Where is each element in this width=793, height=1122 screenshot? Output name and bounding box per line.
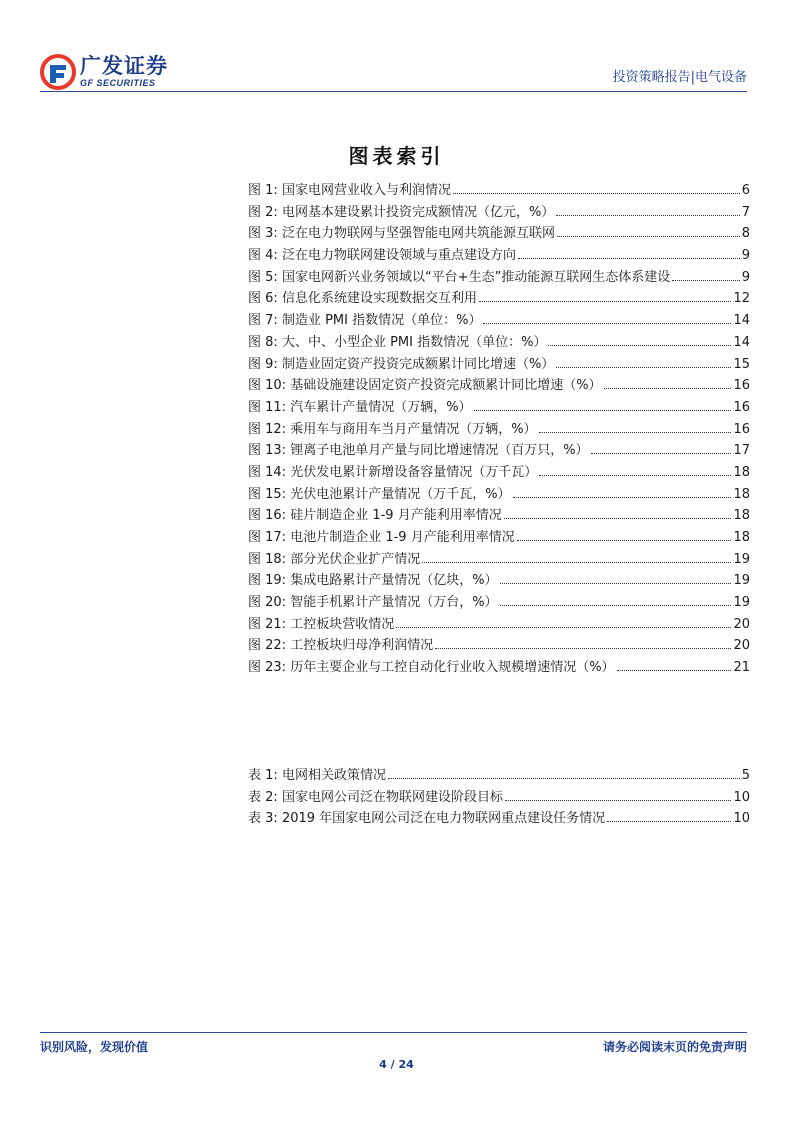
footer-divider [40, 1032, 747, 1033]
dot-leader [474, 410, 732, 411]
entry-label: 图 21: [248, 616, 287, 632]
figure-index-list [248, 180, 750, 679]
figure-index-entry[interactable] [248, 527, 750, 549]
entry-title: 2019 年国家电网公司泛在电力物联网重点建设任务情况 [281, 811, 606, 827]
entry-label: 图 16: [248, 508, 287, 524]
report-category: 投资策略报告|电气设备 [612, 70, 747, 85]
dot-leader [500, 605, 732, 606]
entry-page-number: 21 [733, 660, 750, 676]
figure-index-entry[interactable] [248, 484, 750, 506]
table-index-entry[interactable] [248, 765, 750, 787]
header-divider [40, 91, 747, 92]
figure-index-entry[interactable] [248, 202, 750, 224]
dot-leader [607, 821, 731, 822]
entry-title: 光伏发电累计新增设备容量情况（万千瓦） [290, 464, 538, 480]
entry-page-number: 17 [733, 443, 750, 459]
entry-page-number: 7 [741, 204, 750, 220]
entry-label: 表 2: [248, 789, 278, 805]
entry-title: 电池片制造企业 1-9 月产能利用率情况 [290, 530, 515, 545]
dot-leader [591, 453, 732, 454]
figure-index-entry[interactable] [248, 180, 750, 202]
entry-page-number: 10 [733, 789, 750, 805]
figure-index-entry[interactable] [248, 267, 750, 289]
entry-page-number: 6 [741, 183, 750, 198]
dot-leader [500, 583, 732, 584]
figure-index-entry[interactable] [248, 462, 750, 484]
entry-label: 图 23: [248, 660, 287, 676]
company-logo [40, 54, 170, 92]
entry-title: 光伏电池累计产量情况（万千瓦，%） [290, 486, 511, 502]
dot-leader [539, 475, 731, 476]
entry-title: 工控板块营收情况 [290, 616, 395, 632]
entry-label: 图 17: [248, 530, 287, 545]
entry-title: 泛在电力物联网建设领域与重点建设方向 [281, 248, 516, 264]
figure-index-entry[interactable] [248, 397, 750, 419]
entry-label: 图 2: [248, 204, 278, 220]
entry-label: 表 1: [248, 768, 278, 783]
figure-index-entry[interactable] [248, 657, 750, 679]
dot-leader [479, 301, 732, 302]
dot-leader [604, 388, 732, 389]
page-title: 图表索引 [348, 144, 445, 168]
entry-page-number: 16 [733, 378, 750, 394]
entry-title: 制造业固定资产投资完成额累计同比增速（%） [281, 356, 555, 372]
entry-page-number: 18 [733, 530, 750, 545]
gf-logo-icon [40, 54, 76, 90]
entry-page-number: 20 [733, 616, 750, 632]
entry-label: 图 22: [248, 638, 287, 654]
entry-label: 图 5: [248, 269, 278, 285]
entry-title: 基础设施建设固定资产投资完成额累计同比增速（%） [290, 378, 602, 394]
entry-title: 大、中、小型企业 PMI 指数情况（单位：%） [281, 334, 547, 350]
entry-page-number: 9 [741, 269, 750, 285]
entry-label: 图 10: [248, 378, 287, 394]
figure-index-entry[interactable] [248, 354, 750, 376]
dot-leader [505, 800, 732, 801]
entry-label: 图 8: [248, 334, 278, 350]
entry-title: 乘用车与商用车当月产量情况（万辆，%） [290, 421, 537, 437]
entry-page-number: 8 [741, 226, 750, 242]
entry-title: 国家电网营业收入与利润情况 [281, 183, 451, 198]
entry-title: 汽车累计产量情况（万辆，%） [290, 399, 472, 415]
entry-label: 图 3: [248, 226, 278, 242]
entry-page-number: 18 [733, 464, 750, 480]
entry-title: 锂离子电池单月产量与同比增速情况（百万只，%） [290, 443, 589, 459]
entry-label: 图 12: [248, 421, 287, 437]
entry-title: 部分光伏企业扩产情况 [290, 551, 421, 567]
entry-title: 历年主要企业与工控自动化行业收入规模增速情况（%） [290, 660, 615, 676]
entry-label: 图 9: [248, 356, 278, 372]
entry-title: 电网基本建设累计投资完成额情况（亿元，%） [281, 204, 555, 220]
entry-label: 图 15: [248, 486, 287, 502]
entry-title: 国家电网新兴业务领域以“平台+生态”推动能源互联网生态体系建设 [281, 269, 671, 285]
table-index-list [248, 765, 750, 830]
dot-leader [556, 215, 739, 216]
entry-page-number: 18 [733, 508, 750, 524]
entry-title: 制造业 PMI 指数情况（单位：%） [281, 313, 482, 329]
dot-leader [518, 258, 740, 259]
page-number: 4 / 24 [379, 1058, 414, 1071]
entry-title: 智能手机累计产量情况（万台，%） [290, 595, 498, 611]
dot-leader [396, 627, 731, 628]
figure-index-entry[interactable] [248, 223, 750, 245]
entry-page-number: 14 [733, 313, 750, 329]
entry-label: 表 3: [248, 811, 278, 827]
entry-title: 电网相关政策情况 [281, 768, 386, 783]
figure-index-entry[interactable] [248, 375, 750, 397]
entry-page-number: 12 [733, 291, 750, 307]
entry-label: 图 6: [248, 291, 278, 307]
entry-label: 图 13: [248, 443, 287, 459]
footer-disclaimer-link[interactable]: 请务必阅读末页的免责声明 [602, 1040, 747, 1054]
dot-leader [548, 345, 731, 346]
figure-index-entry[interactable] [248, 592, 750, 614]
entry-title: 集成电路累计产量情况（亿块，%） [290, 573, 498, 589]
entry-title: 国家电网公司泛在物联网建设阶段目标 [281, 789, 503, 805]
logo-chinese-name: 广发证券 [80, 54, 168, 78]
entry-title: 泛在电力物联网与坚强智能电网共筑能源互联网 [281, 226, 555, 242]
dot-leader [483, 323, 731, 324]
dot-leader [672, 280, 739, 281]
entry-page-number: 15 [733, 356, 750, 372]
entry-page-number: 19 [733, 573, 750, 589]
figure-index-entry[interactable] [248, 419, 750, 441]
figure-index-entry[interactable] [248, 245, 750, 267]
figure-index-entry[interactable] [248, 635, 750, 657]
logo-english-name: GF SECURITIES [80, 78, 156, 88]
entry-title: 工控板块归母净利润情况 [290, 638, 434, 654]
entry-label: 图 20: [248, 595, 287, 611]
entry-page-number: 20 [733, 638, 750, 654]
dot-leader [453, 193, 740, 194]
entry-page-number: 16 [733, 399, 750, 415]
dot-leader [556, 367, 731, 368]
figure-index-entry[interactable] [248, 440, 750, 462]
entry-label: 图 18: [248, 551, 287, 567]
figure-index-entry[interactable] [248, 614, 750, 636]
entry-label: 图 11: [248, 399, 287, 415]
entry-label: 图 7: [248, 313, 278, 329]
entry-page-number: 9 [741, 248, 750, 264]
figure-index-entry[interactable] [248, 332, 750, 354]
figure-index-entry[interactable] [248, 288, 750, 310]
dot-leader [517, 540, 732, 541]
dot-leader [435, 648, 731, 649]
entry-page-number: 18 [733, 486, 750, 502]
entry-label: 图 14: [248, 464, 287, 480]
dot-leader [617, 670, 732, 671]
entry-page-number: 5 [741, 768, 750, 783]
dot-leader [422, 562, 731, 563]
entry-title: 硅片制造企业 1-9 月产能利用率情况 [290, 508, 502, 524]
entry-label: 图 19: [248, 573, 287, 589]
figure-index-entry[interactable] [248, 310, 750, 332]
dot-leader [504, 518, 732, 519]
figure-index-entry[interactable] [248, 505, 750, 527]
dot-leader [513, 497, 732, 498]
entry-title: 信息化系统建设实现数据交互利用 [281, 291, 477, 307]
figure-index-entry[interactable] [248, 549, 750, 571]
entry-page-number: 16 [733, 421, 750, 437]
entry-page-number: 19 [733, 595, 750, 611]
footer-slogan: 识别风险，发现价值 [40, 1040, 149, 1054]
table-index-entry[interactable] [248, 787, 750, 809]
entry-page-number: 19 [733, 551, 750, 567]
entry-label: 图 1: [248, 183, 278, 198]
table-index-entry[interactable] [248, 808, 750, 830]
figure-index-entry[interactable] [248, 570, 750, 592]
dot-leader [388, 778, 740, 779]
entry-page-number: 10 [733, 811, 750, 827]
entry-label: 图 4: [248, 248, 278, 264]
dot-leader [557, 236, 740, 237]
dot-leader [539, 432, 732, 433]
entry-page-number: 14 [733, 334, 750, 350]
